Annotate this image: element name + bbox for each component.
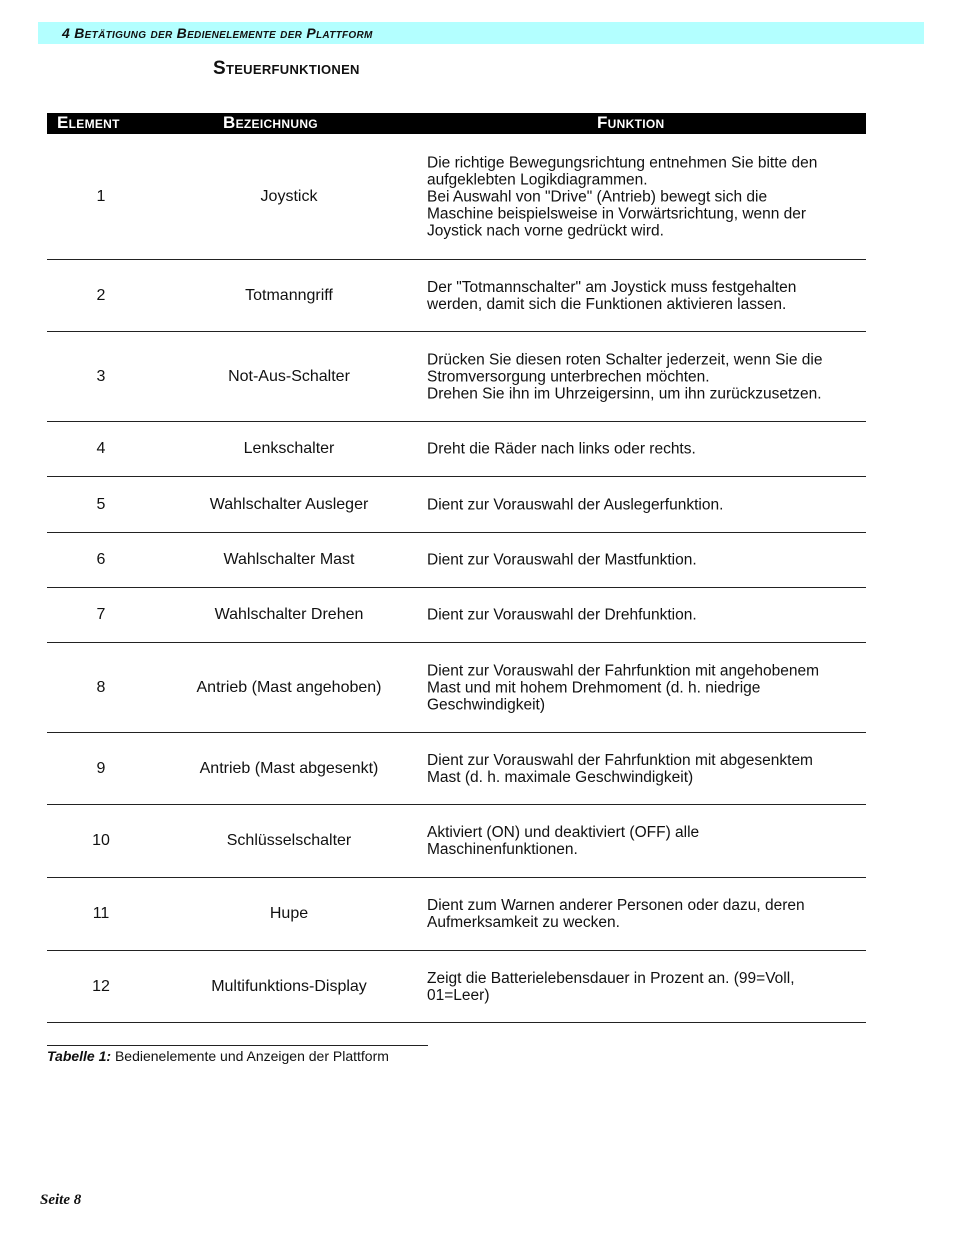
row-function: Dient zur Vorauswahl der Mastfunktion. xyxy=(427,551,697,569)
row-name: Antrieb (Mast angehoben) xyxy=(196,678,382,696)
section-title: Steuerfunktionen xyxy=(213,58,360,79)
chapter-header: 4 Betätigung der Bedienelemente der Plattform xyxy=(38,22,924,44)
row-function: Drücken Sie diesen roten Schalter jederzeit, wenn Sie die Stromversorgung unterbrechen möchten. Drehen Sie ihn im Uhrzeigersinn, um ihn zurückzusetzen. xyxy=(427,351,823,402)
table-row xyxy=(47,878,866,951)
row-name: Totmanngriff xyxy=(245,286,333,304)
table-row xyxy=(47,260,866,332)
row-function: Dient zur Vorauswahl der Drehfunktion. xyxy=(427,606,697,624)
table-row xyxy=(47,805,866,878)
header-funktion: Funktion xyxy=(597,113,665,132)
row-function: Aktiviert (ON) und deaktiviert (OFF) alle Maschinenfunktionen. xyxy=(427,824,700,858)
table-row xyxy=(47,533,866,588)
row-number: 3 xyxy=(96,367,106,385)
table-header xyxy=(47,113,866,134)
row-name: Schlüsselschalter xyxy=(226,832,352,849)
row-function: Die richtige Bewegungsrichtung entnehmen Sie bitte den aufgeklebten Logikdiagrammen. Bei Auswahl von "Drive" (Antrieb) bewegt sich die Maschine beispielsweise in Vorwärtsrichtung, wenn der Joystick nach vorne gedrückt wird. xyxy=(427,154,818,239)
row-number: 12 xyxy=(92,977,110,995)
row-number: 6 xyxy=(96,551,106,568)
table-caption xyxy=(47,1045,428,1064)
row-function: Dient zur Vorauswahl der Fahrfunktion mit abgesenktem Mast (d. h. maximale Geschwindigkeit) xyxy=(427,751,813,786)
table-row xyxy=(47,588,866,643)
header-bezeichnung: Bezeichnung xyxy=(223,113,318,132)
row-number: 2 xyxy=(96,286,106,304)
row-name: Not-Aus-Schalter xyxy=(228,367,350,385)
table-row xyxy=(47,733,866,805)
caption-label: Tabelle 1: xyxy=(47,1048,112,1064)
row-number: 11 xyxy=(92,905,110,922)
row-name: Multifunktions-Display xyxy=(211,977,367,995)
row-number: 10 xyxy=(92,832,110,849)
row-number: 1 xyxy=(96,187,106,205)
page-number: Seite 8 xyxy=(40,1192,82,1208)
row-number: 8 xyxy=(96,678,106,696)
row-number: 9 xyxy=(96,759,106,777)
row-name: Antrieb (Mast abgesenkt) xyxy=(199,759,379,777)
row-function: Dient zur Vorauswahl der Fahrfunktion mit angehobenem Mast und mit hohem Drehmoment (d. h. niedrige Geschwindigkeit) xyxy=(427,662,820,713)
row-name: Hupe xyxy=(269,905,309,922)
row-function: Dreht die Räder nach links oder rechts. xyxy=(427,440,696,458)
table-row xyxy=(47,951,866,1023)
row-function: Der "Totmannschalter" am Joystick muss festgehalten werden, damit sich die Funktionen aktivieren lassen. xyxy=(427,278,797,313)
table-row xyxy=(47,643,866,733)
caption-text: Bedienelemente und Anzeigen der Plattform xyxy=(111,1048,389,1064)
row-number: 5 xyxy=(96,495,106,513)
row-function: Dient zum Warnen anderer Personen oder dazu, deren Aufmerksamkeit zu wecken. xyxy=(427,897,805,931)
row-name: Wahlschalter Mast xyxy=(223,551,355,568)
row-name: Joystick xyxy=(260,187,318,205)
row-number: 4 xyxy=(96,440,106,457)
table-row xyxy=(47,422,866,477)
row-name: Wahlschalter Drehen xyxy=(214,606,364,623)
row-function: Zeigt die Batterielebensdauer in Prozent an. (99=Voll, 01=Leer) xyxy=(427,969,795,1004)
row-name: Wahlschalter Ausleger xyxy=(209,495,369,513)
table-row xyxy=(47,477,866,533)
row-name: Lenkschalter xyxy=(243,440,335,457)
table-row xyxy=(47,134,866,260)
row-number: 7 xyxy=(96,606,106,623)
table-row xyxy=(47,332,866,422)
header-element: Element xyxy=(57,113,120,132)
row-function: Dient zur Vorauswahl der Auslegerfunktion. xyxy=(427,496,724,513)
